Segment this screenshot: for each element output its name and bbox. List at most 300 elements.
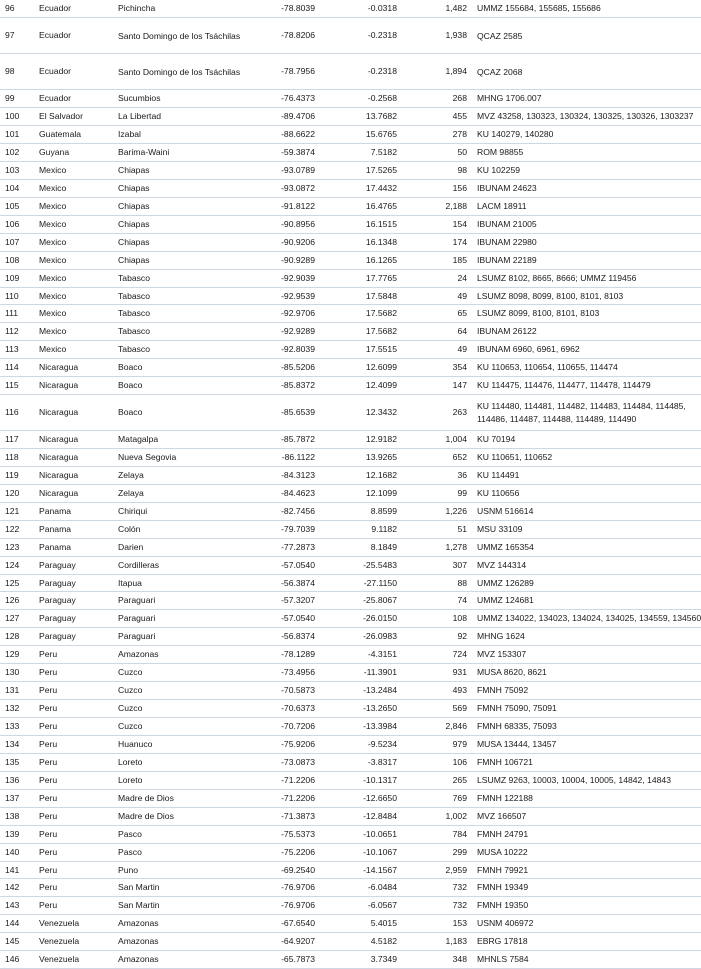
latitude-cell: -3.8317 <box>367 756 397 767</box>
row-number: 116 <box>5 407 19 418</box>
table-row <box>0 359 701 377</box>
latitude-cell: -12.8484 <box>363 810 397 821</box>
country-cell: Ecuador <box>39 93 72 104</box>
row-number: 104 <box>5 182 20 193</box>
elevation-cell: 278 <box>452 129 467 140</box>
row-number: 125 <box>5 577 20 588</box>
country-cell: Mexico <box>39 308 67 319</box>
row-number: 140 <box>5 846 20 857</box>
elevation-cell: 88 <box>457 577 467 588</box>
elevation-cell: 92 <box>457 631 467 642</box>
elevation-cell: 265 <box>452 774 467 785</box>
country-cell: Mexico <box>39 254 67 265</box>
latitude-cell: -6.0484 <box>367 882 397 893</box>
table-row <box>0 789 701 807</box>
elevation-cell: 147 <box>452 380 467 391</box>
latitude-cell: -12.6650 <box>363 792 397 803</box>
province-cell: Cuzco <box>118 703 143 714</box>
longitude-cell: -75.2206 <box>281 846 315 857</box>
row-number: 142 <box>5 882 20 893</box>
province-cell: Loreto <box>118 774 143 785</box>
latitude-cell: -25.8067 <box>363 595 397 606</box>
province-cell: La Libertad <box>118 111 162 122</box>
table-row <box>0 610 701 628</box>
longitude-cell: -70.6373 <box>281 703 315 714</box>
longitude-cell: -85.6539 <box>281 407 315 418</box>
province-cell: Cuzco <box>118 721 143 732</box>
elevation-cell: 24 <box>457 272 467 283</box>
longitude-cell: -90.9206 <box>281 236 315 247</box>
table-row <box>0 305 701 323</box>
latitude-cell: -10.1067 <box>363 846 397 857</box>
row-number: 103 <box>5 164 20 175</box>
table-row <box>0 90 701 108</box>
province-cell: Tabasco <box>118 272 151 283</box>
table-row <box>0 377 701 395</box>
table-row <box>0 718 701 736</box>
table-row <box>0 628 701 646</box>
latitude-cell: -10.0651 <box>363 828 397 839</box>
longitude-cell: -93.0872 <box>281 182 315 193</box>
table-row <box>0 861 701 879</box>
voucher-cell: MHNG 1624 <box>477 631 525 642</box>
province-cell: Pichincha <box>118 3 156 14</box>
row-number: 134 <box>5 738 20 749</box>
country-cell: Nicaragua <box>39 434 79 445</box>
row-number: 96 <box>5 3 15 14</box>
country-cell: Peru <box>39 756 58 767</box>
elevation-cell: 724 <box>452 649 467 660</box>
longitude-cell: -78.1289 <box>281 649 315 660</box>
table-row <box>0 556 701 574</box>
row-number: 111 <box>5 308 19 319</box>
table-row <box>0 538 701 556</box>
row-number: 100 <box>5 111 20 122</box>
table-row <box>0 520 701 538</box>
province-cell: San Martin <box>118 882 160 893</box>
province-cell: Amazonas <box>118 649 159 660</box>
latitude-cell: 12.4099 <box>365 380 397 391</box>
longitude-cell: -56.3874 <box>281 577 315 588</box>
country-cell: Ecuador <box>39 30 72 41</box>
country-cell: Mexico <box>39 164 67 175</box>
voucher-cell: UMMZ 165354 <box>477 541 534 552</box>
voucher-cell: FMNH 24791 <box>477 828 529 839</box>
elevation-cell: 1,002 <box>445 810 467 821</box>
row-number: 113 <box>5 344 19 355</box>
row-number: 106 <box>5 218 20 229</box>
voucher-cell: KU 110656 <box>477 487 520 498</box>
table-row <box>0 54 701 90</box>
elevation-cell: 2,846 <box>445 721 467 732</box>
table-row <box>0 502 701 520</box>
province-cell: Amazonas <box>118 936 159 947</box>
voucher-cell: KU 140279, 140280 <box>477 129 554 140</box>
country-cell: Ecuador <box>39 3 72 14</box>
longitude-cell: -78.7956 <box>281 66 315 77</box>
row-number: 122 <box>5 523 20 534</box>
province-cell: Chiapas <box>118 254 150 265</box>
longitude-cell: -92.8039 <box>281 344 315 355</box>
province-cell: Cuzco <box>118 685 143 696</box>
voucher-cell: FMNH 106721 <box>477 756 533 767</box>
elevation-cell: 348 <box>452 954 467 965</box>
voucher-cell: MVZ 166507 <box>477 810 527 821</box>
elevation-cell: 98 <box>457 164 467 175</box>
province-cell: Santo Domingo de los Tsáchilas <box>118 30 241 41</box>
country-cell: Paraguay <box>39 559 76 570</box>
country-cell: Peru <box>39 864 58 875</box>
row-number: 144 <box>5 918 20 929</box>
province-cell: Boaco <box>118 380 143 391</box>
elevation-cell: 732 <box>452 900 467 911</box>
table-row <box>0 233 701 251</box>
elevation-cell: 1,278 <box>445 541 467 552</box>
longitude-cell: -92.9039 <box>281 272 315 283</box>
province-cell: Tabasco <box>118 326 151 337</box>
voucher-cell: QCAZ 2585 <box>477 30 523 41</box>
elevation-cell: 354 <box>452 362 467 373</box>
elevation-cell: 769 <box>452 792 467 803</box>
province-cell: Cordilleras <box>118 559 160 570</box>
voucher-cell: KU 114480, 114481, 114482, 114483, 114484, 114485, 114486, 114487, 114488, 114489, 114490 <box>477 401 686 424</box>
table-row <box>0 179 701 197</box>
row-number: 118 <box>5 451 19 462</box>
voucher-cell: IBUNAM 26122 <box>477 326 537 337</box>
row-number: 137 <box>5 792 20 803</box>
longitude-cell: -56.8374 <box>281 631 315 642</box>
elevation-cell: 979 <box>452 738 467 749</box>
elevation-cell: 1,894 <box>445 66 467 77</box>
province-cell: Madre de Dios <box>118 810 174 821</box>
province-cell: Barima-Waini <box>118 147 170 157</box>
longitude-cell: -91.8122 <box>281 200 315 211</box>
voucher-cell: FMNH 79921 <box>477 864 529 875</box>
province-cell: Huanuco <box>118 738 153 749</box>
latitude-cell: -27.1150 <box>363 577 397 588</box>
country-cell: Mexico <box>39 326 67 337</box>
voucher-cell: EBRG 17818 <box>477 936 528 947</box>
row-number: 123 <box>5 541 20 552</box>
table-row <box>0 897 701 915</box>
province-cell: Zelaya <box>118 487 144 498</box>
table-row <box>0 825 701 843</box>
longitude-cell: -73.0873 <box>281 756 315 767</box>
row-number: 98 <box>5 66 15 77</box>
table-row <box>0 126 701 144</box>
latitude-cell: 16.4765 <box>365 200 397 211</box>
longitude-cell: -70.5873 <box>281 685 315 696</box>
elevation-cell: 784 <box>452 828 467 839</box>
country-cell: Guyana <box>39 147 70 157</box>
row-number: 102 <box>5 147 20 157</box>
province-cell: Cuzco <box>118 667 143 678</box>
table-row <box>0 395 701 431</box>
elevation-cell: 455 <box>452 111 467 122</box>
voucher-cell: FMNH 122188 <box>477 792 533 803</box>
latitude-cell: 17.5682 <box>365 308 397 319</box>
latitude-cell: -25.5483 <box>363 559 397 570</box>
table-row <box>0 915 701 933</box>
table-row <box>0 753 701 771</box>
row-number: 105 <box>5 200 20 211</box>
province-cell: Nueva Segovia <box>118 451 177 462</box>
table-row <box>0 108 701 126</box>
country-cell: Panama <box>39 541 72 552</box>
voucher-cell: MHNLS 7584 <box>477 954 529 965</box>
province-cell: Itapua <box>118 577 142 588</box>
longitude-cell: -57.0540 <box>281 613 315 624</box>
row-number: 121 <box>5 505 20 516</box>
longitude-cell: -75.9206 <box>281 738 315 749</box>
voucher-cell: ROM 98855 <box>477 147 524 157</box>
voucher-cell: MUSA 10222 <box>477 846 528 857</box>
country-cell: Peru <box>39 774 58 785</box>
voucher-cell: UMMZ 155684, 155685, 155686 <box>477 3 601 14</box>
table-row <box>0 323 701 341</box>
voucher-cell: QCAZ 2068 <box>477 66 523 77</box>
latitude-cell: -0.0318 <box>367 3 397 14</box>
latitude-cell: 17.5515 <box>365 344 397 355</box>
longitude-cell: -71.3873 <box>281 810 315 821</box>
longitude-cell: -85.7872 <box>281 434 315 445</box>
voucher-cell: USNM 516614 <box>477 505 534 516</box>
latitude-cell: -26.0150 <box>363 613 397 624</box>
voucher-cell: KU 114475, 114476, 114477, 114478, 114479 <box>477 380 651 391</box>
voucher-cell: LSUMZ 8098, 8099, 8100, 8101, 8103 <box>477 290 624 301</box>
latitude-cell: -13.2650 <box>363 703 397 714</box>
voucher-cell: IBUNAM 22980 <box>477 236 537 247</box>
voucher-cell: MUSA 8620, 8621 <box>477 667 547 678</box>
longitude-cell: -86.1122 <box>281 451 315 462</box>
longitude-cell: -78.8206 <box>281 30 315 41</box>
elevation-cell: 153 <box>452 918 467 929</box>
province-cell: Amazonas <box>118 954 159 965</box>
latitude-cell: 13.7682 <box>365 111 397 122</box>
longitude-cell: -59.3874 <box>281 147 315 157</box>
voucher-cell: FMNH 68335, 75093 <box>477 721 557 732</box>
row-number: 101 <box>5 129 20 140</box>
country-cell: Peru <box>39 882 58 893</box>
elevation-cell: 299 <box>452 846 467 857</box>
longitude-cell: -76.9706 <box>281 882 315 893</box>
table-row <box>0 843 701 861</box>
longitude-cell: -71.2206 <box>281 774 315 785</box>
table-row <box>0 879 701 897</box>
country-cell: Venezuela <box>39 954 80 965</box>
province-cell: Paraguari <box>118 613 156 624</box>
longitude-cell: -77.2873 <box>281 541 315 552</box>
country-cell: Peru <box>39 703 58 714</box>
voucher-cell: KU 102259 <box>477 164 521 175</box>
province-cell: Chiapas <box>118 164 150 175</box>
longitude-cell: -88.6622 <box>281 129 315 140</box>
country-cell: Paraguay <box>39 577 76 588</box>
table-row <box>0 341 701 359</box>
longitude-cell: -93.0789 <box>281 164 315 175</box>
latitude-cell: 4.5182 <box>370 936 397 947</box>
voucher-cell: IBUNAM 24623 <box>477 182 537 193</box>
province-cell: Boaco <box>118 407 143 418</box>
province-cell: Tabasco <box>118 344 151 355</box>
latitude-cell: -14.1567 <box>363 864 397 875</box>
longitude-cell: -71.2206 <box>281 792 315 803</box>
voucher-cell: LSUMZ 9263, 10003, 10004, 10005, 14842, 14843 <box>477 774 671 785</box>
province-cell: Paraguari <box>118 595 156 606</box>
country-cell: Nicaragua <box>39 451 79 462</box>
latitude-cell: -0.2318 <box>367 30 397 41</box>
latitude-cell: 15.6765 <box>365 129 397 140</box>
latitude-cell: 16.1265 <box>365 254 397 265</box>
country-cell: Peru <box>39 846 58 857</box>
longitude-cell: -84.3123 <box>281 469 315 480</box>
voucher-cell: MSU 33109 <box>477 523 523 534</box>
elevation-cell: 106 <box>452 756 467 767</box>
elevation-cell: 1,938 <box>445 30 467 41</box>
country-cell: Peru <box>39 738 58 749</box>
country-cell: Ecuador <box>39 66 72 77</box>
row-number: 120 <box>5 487 20 498</box>
province-cell: Chiriqui <box>118 505 148 516</box>
longitude-cell: -65.7873 <box>281 954 315 965</box>
table-row <box>0 484 701 502</box>
row-number: 119 <box>5 469 19 480</box>
province-cell: Tabasco <box>118 308 151 319</box>
row-number: 107 <box>5 236 20 247</box>
elevation-cell: 1,226 <box>445 505 467 516</box>
voucher-cell: FMNH 75090, 75091 <box>477 703 557 714</box>
longitude-cell: -92.9539 <box>281 290 315 301</box>
latitude-cell: -26.0983 <box>363 631 397 642</box>
row-number: 117 <box>5 434 19 445</box>
row-number: 139 <box>5 828 20 839</box>
elevation-cell: 65 <box>457 308 467 319</box>
latitude-cell: 16.1515 <box>365 218 397 229</box>
voucher-cell: MUSA 13444, 13457 <box>477 738 557 749</box>
row-number: 133 <box>5 721 20 732</box>
longitude-cell: -76.9706 <box>281 900 315 911</box>
elevation-cell: 185 <box>452 254 467 265</box>
row-number: 129 <box>5 649 20 660</box>
country-cell: El Salvador <box>39 111 83 122</box>
latitude-cell: 12.1099 <box>365 487 397 498</box>
longitude-cell: -92.9289 <box>281 326 315 337</box>
latitude-cell: 8.1849 <box>370 541 397 552</box>
voucher-cell: USNM 406972 <box>477 918 534 929</box>
row-number: 138 <box>5 810 20 821</box>
country-cell: Mexico <box>39 236 67 247</box>
longitude-cell: -92.9706 <box>281 308 315 319</box>
elevation-cell: 493 <box>452 685 467 696</box>
province-cell: Chiapas <box>118 236 150 247</box>
row-number: 126 <box>5 595 20 606</box>
province-cell: Boaco <box>118 362 143 373</box>
row-number: 145 <box>5 936 20 947</box>
province-cell: Chiapas <box>118 218 150 229</box>
elevation-cell: 931 <box>452 667 467 678</box>
elevation-cell: 2,188 <box>445 200 467 211</box>
elevation-cell: 49 <box>457 344 467 355</box>
longitude-cell: -79.7039 <box>281 523 315 534</box>
longitude-cell: -69.2540 <box>281 864 315 875</box>
table-row <box>0 933 701 951</box>
voucher-cell: IBUNAM 6960, 6961, 6962 <box>477 344 580 355</box>
row-number: 132 <box>5 703 20 714</box>
row-number: 141 <box>5 864 20 875</box>
latitude-cell: 12.6099 <box>365 362 397 373</box>
longitude-cell: -90.8956 <box>281 218 315 229</box>
row-number: 112 <box>5 326 19 337</box>
country-cell: Guatemala <box>39 129 82 140</box>
row-number: 146 <box>5 954 20 965</box>
country-cell: Paraguay <box>39 613 76 624</box>
row-number: 135 <box>5 756 20 767</box>
row-number: 97 <box>5 30 15 41</box>
elevation-cell: 652 <box>452 451 467 462</box>
country-cell: Paraguay <box>39 595 76 606</box>
province-cell: Izabal <box>118 129 141 140</box>
country-cell: Peru <box>39 667 58 678</box>
longitude-cell: -84.4623 <box>281 487 315 498</box>
table-row <box>0 448 701 466</box>
latitude-cell: 12.3432 <box>365 407 397 418</box>
country-cell: Peru <box>39 810 58 821</box>
country-cell: Mexico <box>39 272 67 283</box>
longitude-cell: -90.9289 <box>281 254 315 265</box>
country-cell: Peru <box>39 900 58 911</box>
voucher-cell: KU 114491 <box>477 469 520 480</box>
table-row <box>0 951 701 969</box>
voucher-cell: MVZ 144314 <box>477 559 527 570</box>
latitude-cell: -0.2318 <box>367 66 397 77</box>
elevation-cell: 569 <box>452 703 467 714</box>
table-row <box>0 807 701 825</box>
country-cell: Venezuela <box>39 918 80 929</box>
latitude-cell: -10.1317 <box>363 774 397 785</box>
table-row <box>0 287 701 305</box>
latitude-cell: -13.3984 <box>363 721 397 732</box>
row-number: 128 <box>5 631 20 642</box>
country-cell: Mexico <box>39 218 67 229</box>
latitude-cell: -13.2484 <box>363 685 397 696</box>
table-row <box>0 592 701 610</box>
longitude-cell: -75.5373 <box>281 828 315 839</box>
latitude-cell: 16.1348 <box>365 236 397 247</box>
row-number: 130 <box>5 667 20 678</box>
table-row <box>0 700 701 718</box>
elevation-cell: 307 <box>452 559 467 570</box>
voucher-cell: UMMZ 134022, 134023, 134024, 134025, 134559, 134560 <box>477 613 701 624</box>
latitude-cell: 9.1182 <box>371 523 397 534</box>
longitude-cell: -85.8372 <box>281 380 315 391</box>
row-number: 114 <box>5 362 19 373</box>
latitude-cell: -0.2568 <box>367 93 397 104</box>
voucher-cell: KU 110653, 110654, 110655, 114474 <box>477 362 618 373</box>
longitude-cell: -89.4706 <box>281 111 315 122</box>
latitude-cell: 12.1682 <box>365 469 397 480</box>
elevation-cell: 174 <box>452 236 467 247</box>
table-row <box>0 646 701 664</box>
voucher-cell: LSUMZ 8099, 8100, 8101, 8103 <box>477 308 600 319</box>
province-cell: Tabasco <box>118 290 151 301</box>
latitude-cell: 13.9265 <box>365 451 397 462</box>
elevation-cell: 1,004 <box>445 434 467 445</box>
latitude-cell: 17.5848 <box>365 290 397 301</box>
elevation-cell: 156 <box>452 182 467 193</box>
province-cell: Matagalpa <box>118 434 159 445</box>
longitude-cell: -64.9207 <box>281 936 315 947</box>
elevation-cell: 154 <box>452 218 467 229</box>
